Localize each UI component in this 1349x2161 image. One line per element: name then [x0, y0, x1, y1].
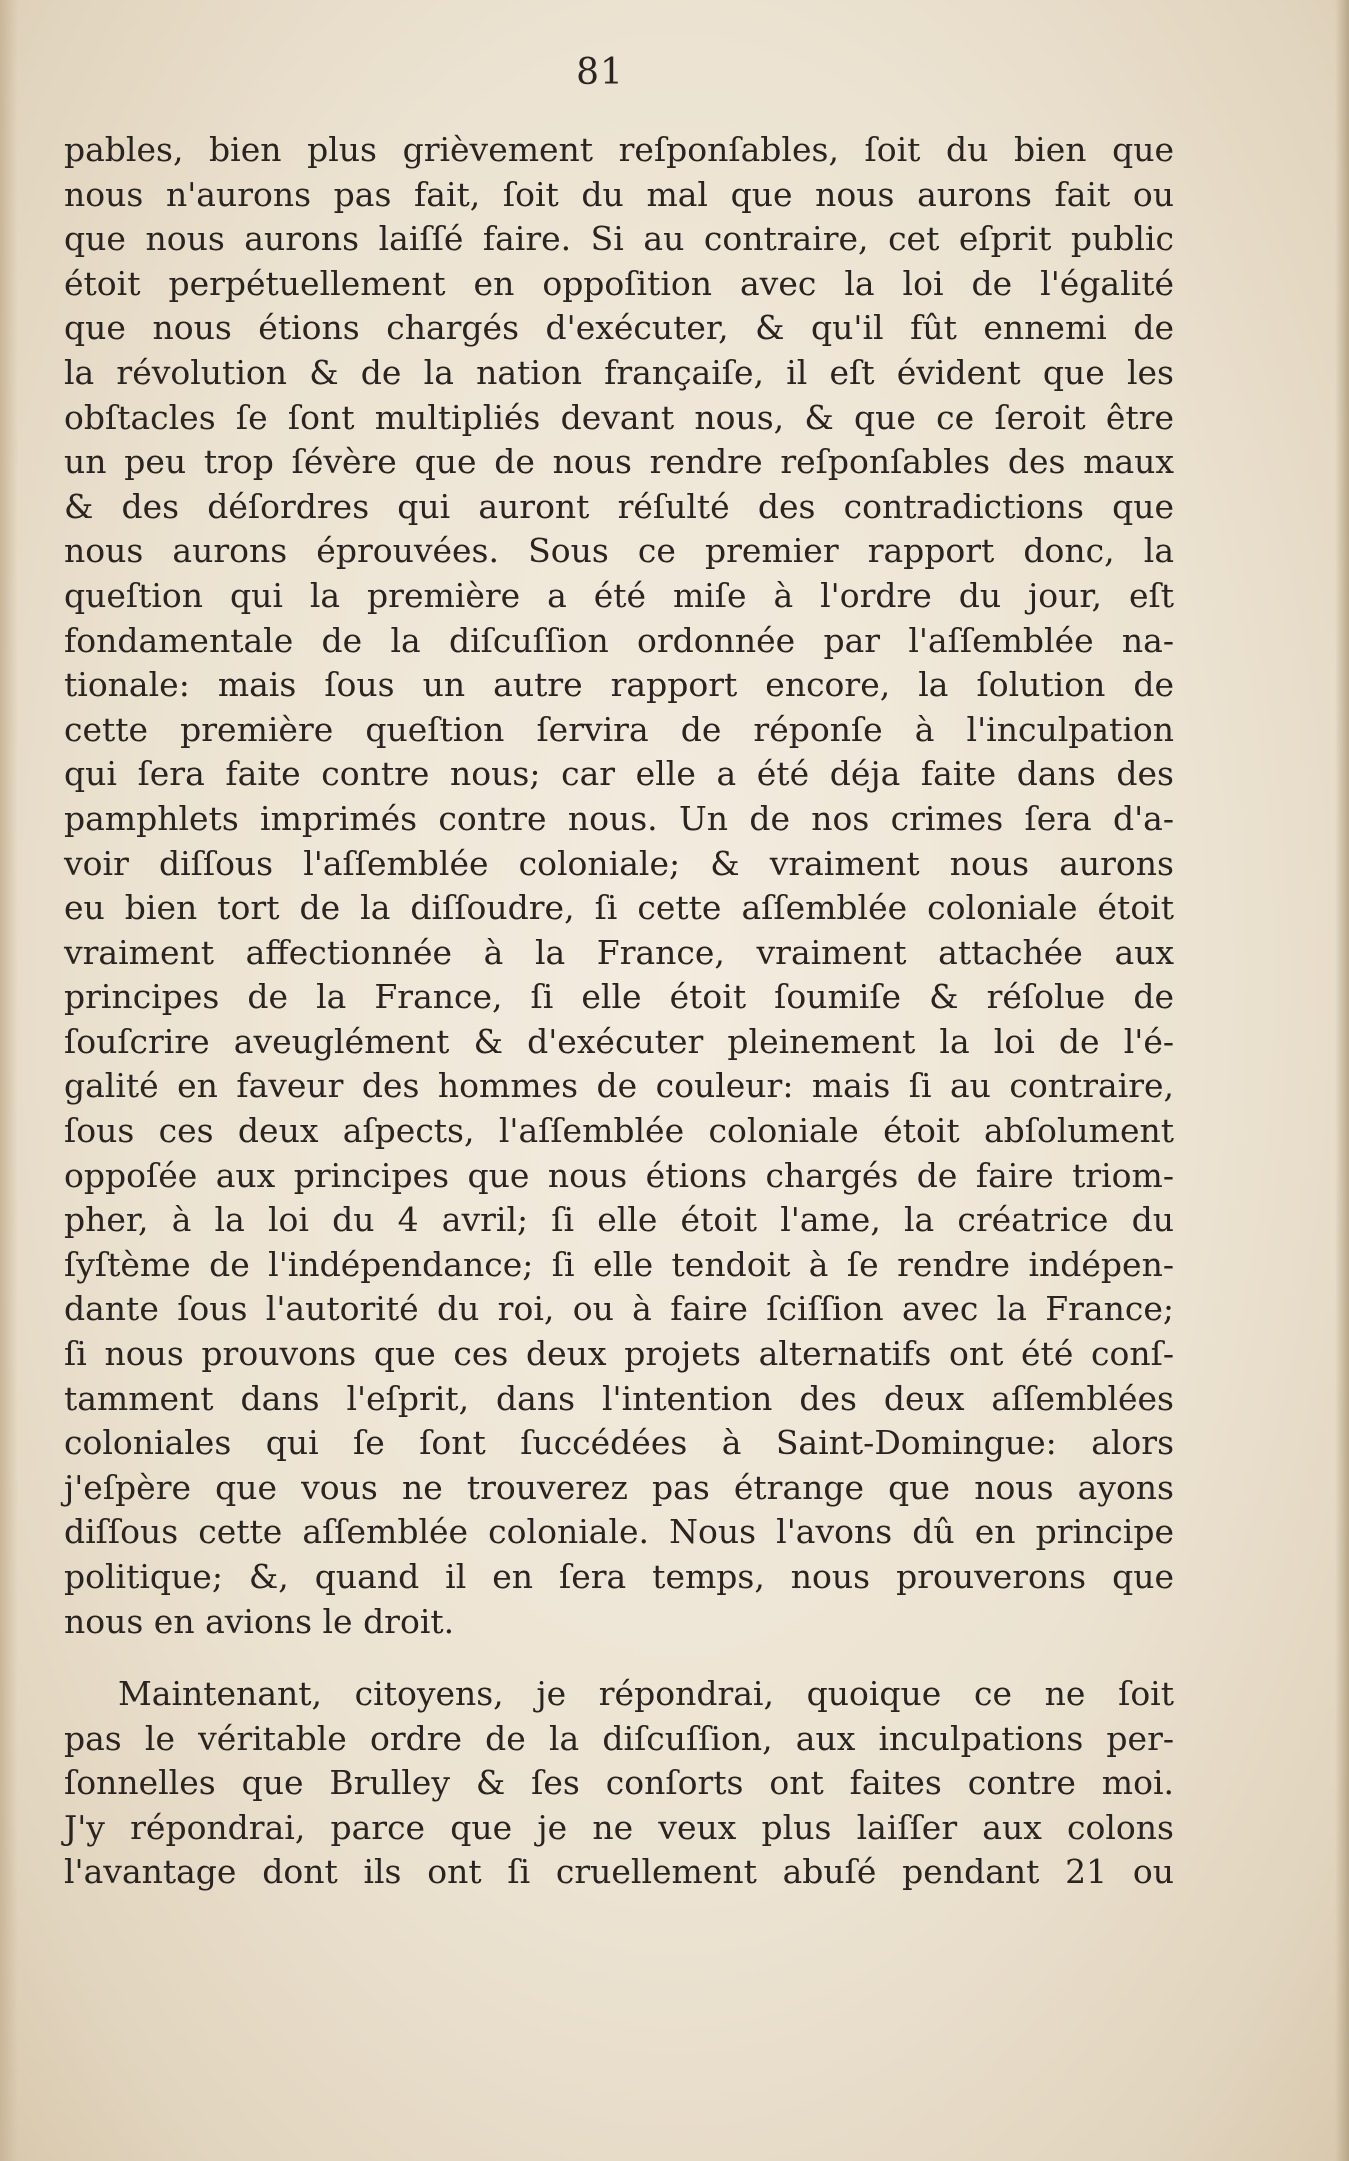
text-line: politique; &, quand il en ſera temps, nous prouverons que: [64, 1557, 1174, 1596]
text-line: l'avantage dont ils ont ſi cruellement abuſé pendant 21 ou: [64, 1852, 1174, 1892]
text-line: qui ſera faite contre nous; car elle a été déja faite dans des: [64, 754, 1174, 794]
text-line: galité en faveur des hommes de couleur: mais ſi au contraire,: [64, 1066, 1174, 1106]
text-line: queſtion qui la première a été miſe à l'ordre du jour, eſt: [64, 575, 1174, 615]
text-line: Maintenant, citoyens, je répondrai, quoique ce ne ſoit: [118, 1674, 1174, 1713]
text-line: fondamentale de la diſcuſſion ordonnée par l'aſſemblée na-: [64, 620, 1174, 660]
text-line: J'y répondrai, parce que je ne veux plus laiſſer aux colons: [64, 1807, 1174, 1847]
page-number: 81: [576, 52, 624, 93]
text-line: nous n'aurons pas fait, ſoit du mal que nous aurons fait ou: [64, 174, 1174, 214]
text-line: ſyſtème de l'indépendance; ſi elle tendoit à ſe rendre indépen-: [64, 1244, 1174, 1284]
text-line: la révolution & de la nation françaiſe, il eſt évident que les: [64, 352, 1174, 392]
text-line: tionale: mais ſous un autre rapport encore, la ſolution de: [64, 665, 1174, 705]
paragraph-1: [64, 128, 1174, 1644]
text-line: eu bien tort de la diſſoudre, ſi cette aſſemblée coloniale étoit: [64, 888, 1174, 928]
text-line: vraiment affectionnée à la France, vraiment attachée aux: [64, 932, 1174, 972]
text-line: que nous étions chargés d'exécuter, & qu'il fût ennemi de: [64, 308, 1174, 348]
text-line: pas le véritable ordre de la diſcuſſion, aux inculpations per-: [64, 1718, 1174, 1758]
paragraph-2: [64, 1672, 1174, 1895]
text-line: nous aurons éprouvées. Sous ce premier rapport donc, la: [64, 531, 1174, 571]
text-line: & des déſordres qui auront réſulté des contradictions que: [64, 486, 1174, 526]
text-line: obſtacles ſe ſont multipliés devant nous, & que ce ſeroit être: [64, 397, 1174, 437]
text-line: principes de la France, ſi elle étoit ſoumiſe & réſolue de: [64, 977, 1174, 1017]
text-line: ſous ces deux aſpects, l'aſſemblée coloniale étoit abſolument: [64, 1111, 1174, 1151]
text-line: pamphlets imprimés contre nous. Un de nos crimes ſera d'a-: [64, 798, 1174, 838]
text-line: un peu trop ſévère que de nous rendre reſponſables des maux: [64, 442, 1174, 482]
text-line: que nous aurons laiſſé faire. Si au contraire, cet eſprit public: [64, 219, 1174, 259]
text-line: diſſous cette aſſemblée coloniale. Nous l'avons dû en principe: [64, 1512, 1174, 1552]
text-line: oppoſée aux principes que nous étions chargés de faire triom-: [64, 1155, 1174, 1195]
text-line: nous en avions le droit.: [64, 1601, 455, 1641]
text-line: pher, à la loi du 4 avril; ſi elle étoit l'ame, la créatrice du: [64, 1200, 1174, 1240]
text-line: tamment dans l'eſprit, dans l'intention des deux aſſemblées: [64, 1378, 1174, 1418]
text-line: étoit perpétuellement en oppoſition avec la loi de l'égalité: [64, 263, 1174, 303]
text-line: ſouſcrire aveuglément & d'exécuter pleinement la loi de l'é-: [64, 1021, 1174, 1061]
text-line: dante ſous l'autorité du roi, ou à faire ſciſſion avec la France;: [64, 1289, 1174, 1329]
text-line: j'eſpère que vous ne trouverez pas étrange que nous ayons: [64, 1467, 1174, 1507]
text-line: cette première queſtion ſervira de réponſe à l'inculpation: [64, 709, 1174, 749]
text-line: coloniales qui ſe ſont ſuccédées à Saint-Domingue: alors: [64, 1423, 1174, 1463]
text-line: voir diſſous l'aſſemblée coloniale; & vraiment nous aurons: [64, 843, 1174, 883]
text-line: ſonnelles que Brulley & ſes conſorts ont faites contre moi.: [64, 1763, 1174, 1803]
text-line: pables, bien plus grièvement reſponſables, ſoit du bien que: [64, 130, 1174, 169]
text-line: ſi nous prouvons que ces deux projets alternatifs ont été conſ-: [64, 1334, 1174, 1374]
